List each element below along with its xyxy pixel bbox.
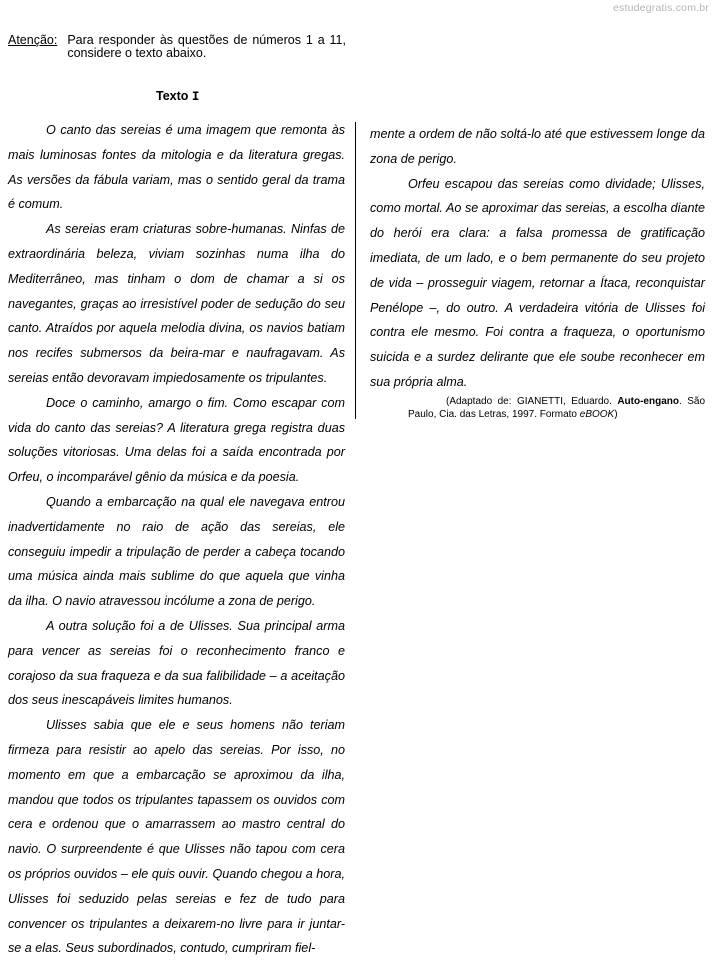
source-citation bbox=[370, 395, 705, 421]
paragraph: Orfeu escapou das sereias como dividade; Ulisses, como mortal. Ao se aproximar das sereias, a escolha diante do herói era clara: a falsa promessa de gratificação imediata, de um lado, e o bem permanente do seu projeto de vida – prosseguir viagem, retornar a Ítaca, reconquistar Penélope –, do outro. A verdadeira vitória de Ulisses foi contra ele mesmo. Foi contra a fraqueza, o oportunismo suicida e a surdez delirante que ele soube reconhecer em sua própria alma. bbox=[370, 176, 705, 389]
source-book-title: Auto-engano bbox=[617, 395, 679, 407]
paragraph: O canto das sereias é uma imagem que remonta às mais luminosas fontes da mitologia e da literatura gregas. As versões da fábula variam, mas o sentido geral da trama é comum. bbox=[8, 123, 345, 212]
paragraph: Doce o caminho, amargo o fim. Como escapar com vida do canto das sereias? A literatura grega registra duas soluções vitoriosas. Uma delas foi a saída encontrada por Orfeu, o incomparável gênio da música e da poesia. bbox=[8, 395, 345, 485]
source-format: eBOOK bbox=[579, 408, 615, 420]
left-column bbox=[8, 118, 345, 961]
paragraph: A outra solução foi a de Ulisses. Sua principal arma para vencer as sereias foi o reconhecimento franco e corajoso da sua fraqueza e da sua falibilidade – a aceitação dos seus inescapáveis limites humanos. bbox=[8, 618, 345, 708]
instruction-block bbox=[8, 34, 346, 60]
text-title-prefix: Texto bbox=[156, 89, 189, 103]
site-watermark: estudegratis.com.br bbox=[612, 2, 709, 14]
column-divider bbox=[355, 122, 356, 419]
paragraph: Quando a embarcação na qual ele navegava entrou inadvertidamente no raio de ação das sereias, ele conseguiu impedir a tripulação de perder a cabeça tocando uma música ainda mais sublime do que aquela que vinha da ilha. O navio atravessou incólume a zona de perigo. bbox=[8, 494, 345, 609]
paragraph-continuation: mente a ordem de não soltá-lo até que estivessem longe da zona de perigo. bbox=[370, 127, 705, 166]
text-title-numeral: I bbox=[191, 90, 200, 104]
source-post: ) bbox=[614, 408, 618, 420]
instruction-text: Para responder às questões de números 1 a 11, considere o texto abaixo. bbox=[67, 33, 346, 60]
right-column bbox=[370, 122, 705, 421]
text-title bbox=[156, 89, 199, 104]
paragraph: Ulisses sabia que ele e seus homens não teriam firmeza para resistir ao apelo das sereias. Por isso, no momento em que a embarcação se aproximou da ilha, mandou que todos os tripulantes tapassem os ouvidos com cera e ordenou que o amarrassem ao mastro central do navio. O surpreendente é que Ulisses não tapou com cera os próprios ouvidos – ele quis ouvir. Quando chegou a hora, Ulisses foi seduzido pelas sereias e fez de tudo para convencer os tripulantes a deixarem-no livre para ir juntar-se a elas. Seus subordinados, contudo, cumpriram fiel- bbox=[8, 718, 345, 956]
instruction-label: Atenção: bbox=[8, 33, 58, 47]
source-pre: (Adaptado de: GIANETTI, Eduardo. bbox=[446, 395, 618, 407]
paragraph: As sereias eram criaturas sobre-humanas. Ninfas de extraordinária beleza, viviam sozinhas numa ilha do Mediterrâneo, mas tinham o dom de chamar a si os navegantes, graças ao irresistível poder de sedução do seu canto. Atraídos por aquela melodia divina, os navios batiam nos recifes submersos da beira-mar e naufragavam. As sereias então devoravam impiedosamente os tripulantes. bbox=[8, 222, 345, 385]
source-mid: . São Paulo, Cia. das Letras, 1997. Formato bbox=[408, 395, 706, 420]
